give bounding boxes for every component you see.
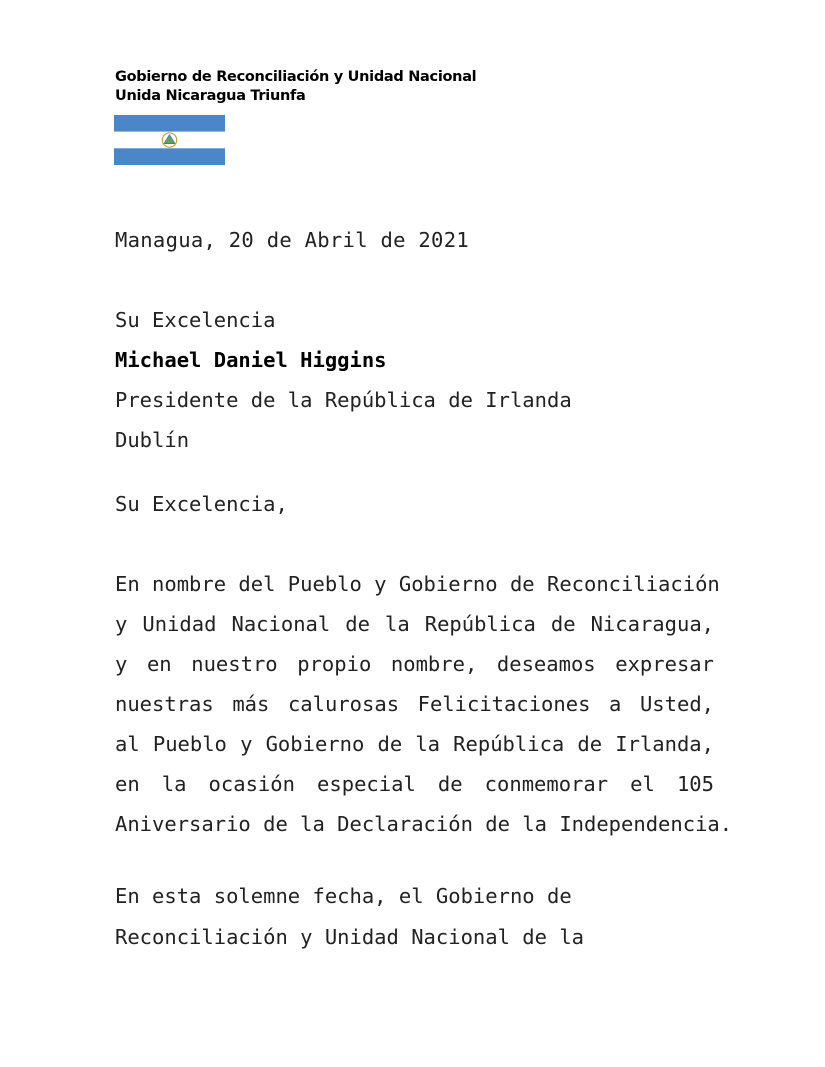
letter-greeting: Su Excelencia,: [115, 492, 288, 516]
paragraph-line: al Pueblo y Gobierno de la República de Irlanda,: [115, 732, 714, 756]
letterhead-government-name: Gobierno de Reconciliación y Unidad Nacional: [115, 69, 477, 85]
recipient-name: Michael Daniel Higgins: [115, 348, 387, 372]
paragraph-line: en la ocasión especial de conmemorar el 105: [115, 772, 714, 796]
recipient-honorific: Su Excelencia: [115, 308, 276, 332]
nicaragua-flag-icon: [114, 115, 225, 165]
letter-date: Managua, 20 de Abril de 2021: [115, 228, 469, 252]
letterhead: [115, 68, 476, 106]
paragraph-line: y en nuestro propio nombre, deseamos expresar: [115, 652, 714, 676]
recipient-position: Presidente de la República de Irlanda: [115, 388, 572, 412]
paragraph-line: En nombre del Pueblo y Gobierno de Reconciliación: [115, 572, 720, 596]
recipient-block: [115, 300, 715, 460]
paragraph-line: nuestras más calurosas Felicitaciones a Usted,: [115, 692, 714, 716]
paragraph-line: Aniversario de la Declaración de la Independencia.: [115, 812, 733, 836]
letter-paragraph-2: [115, 876, 715, 958]
recipient-city: Dublín: [115, 428, 190, 452]
letter-paragraph-1: [115, 564, 733, 844]
paragraph-line: y Unidad Nacional de la República de Nicaragua,: [115, 612, 714, 636]
paragraph-line: En esta solemne fecha, el Gobierno de: [115, 884, 572, 908]
paragraph-line: Reconciliación y Unidad Nacional de la: [115, 925, 584, 949]
letterhead-slogan: Unida Nicaragua Triunfa: [115, 88, 306, 104]
